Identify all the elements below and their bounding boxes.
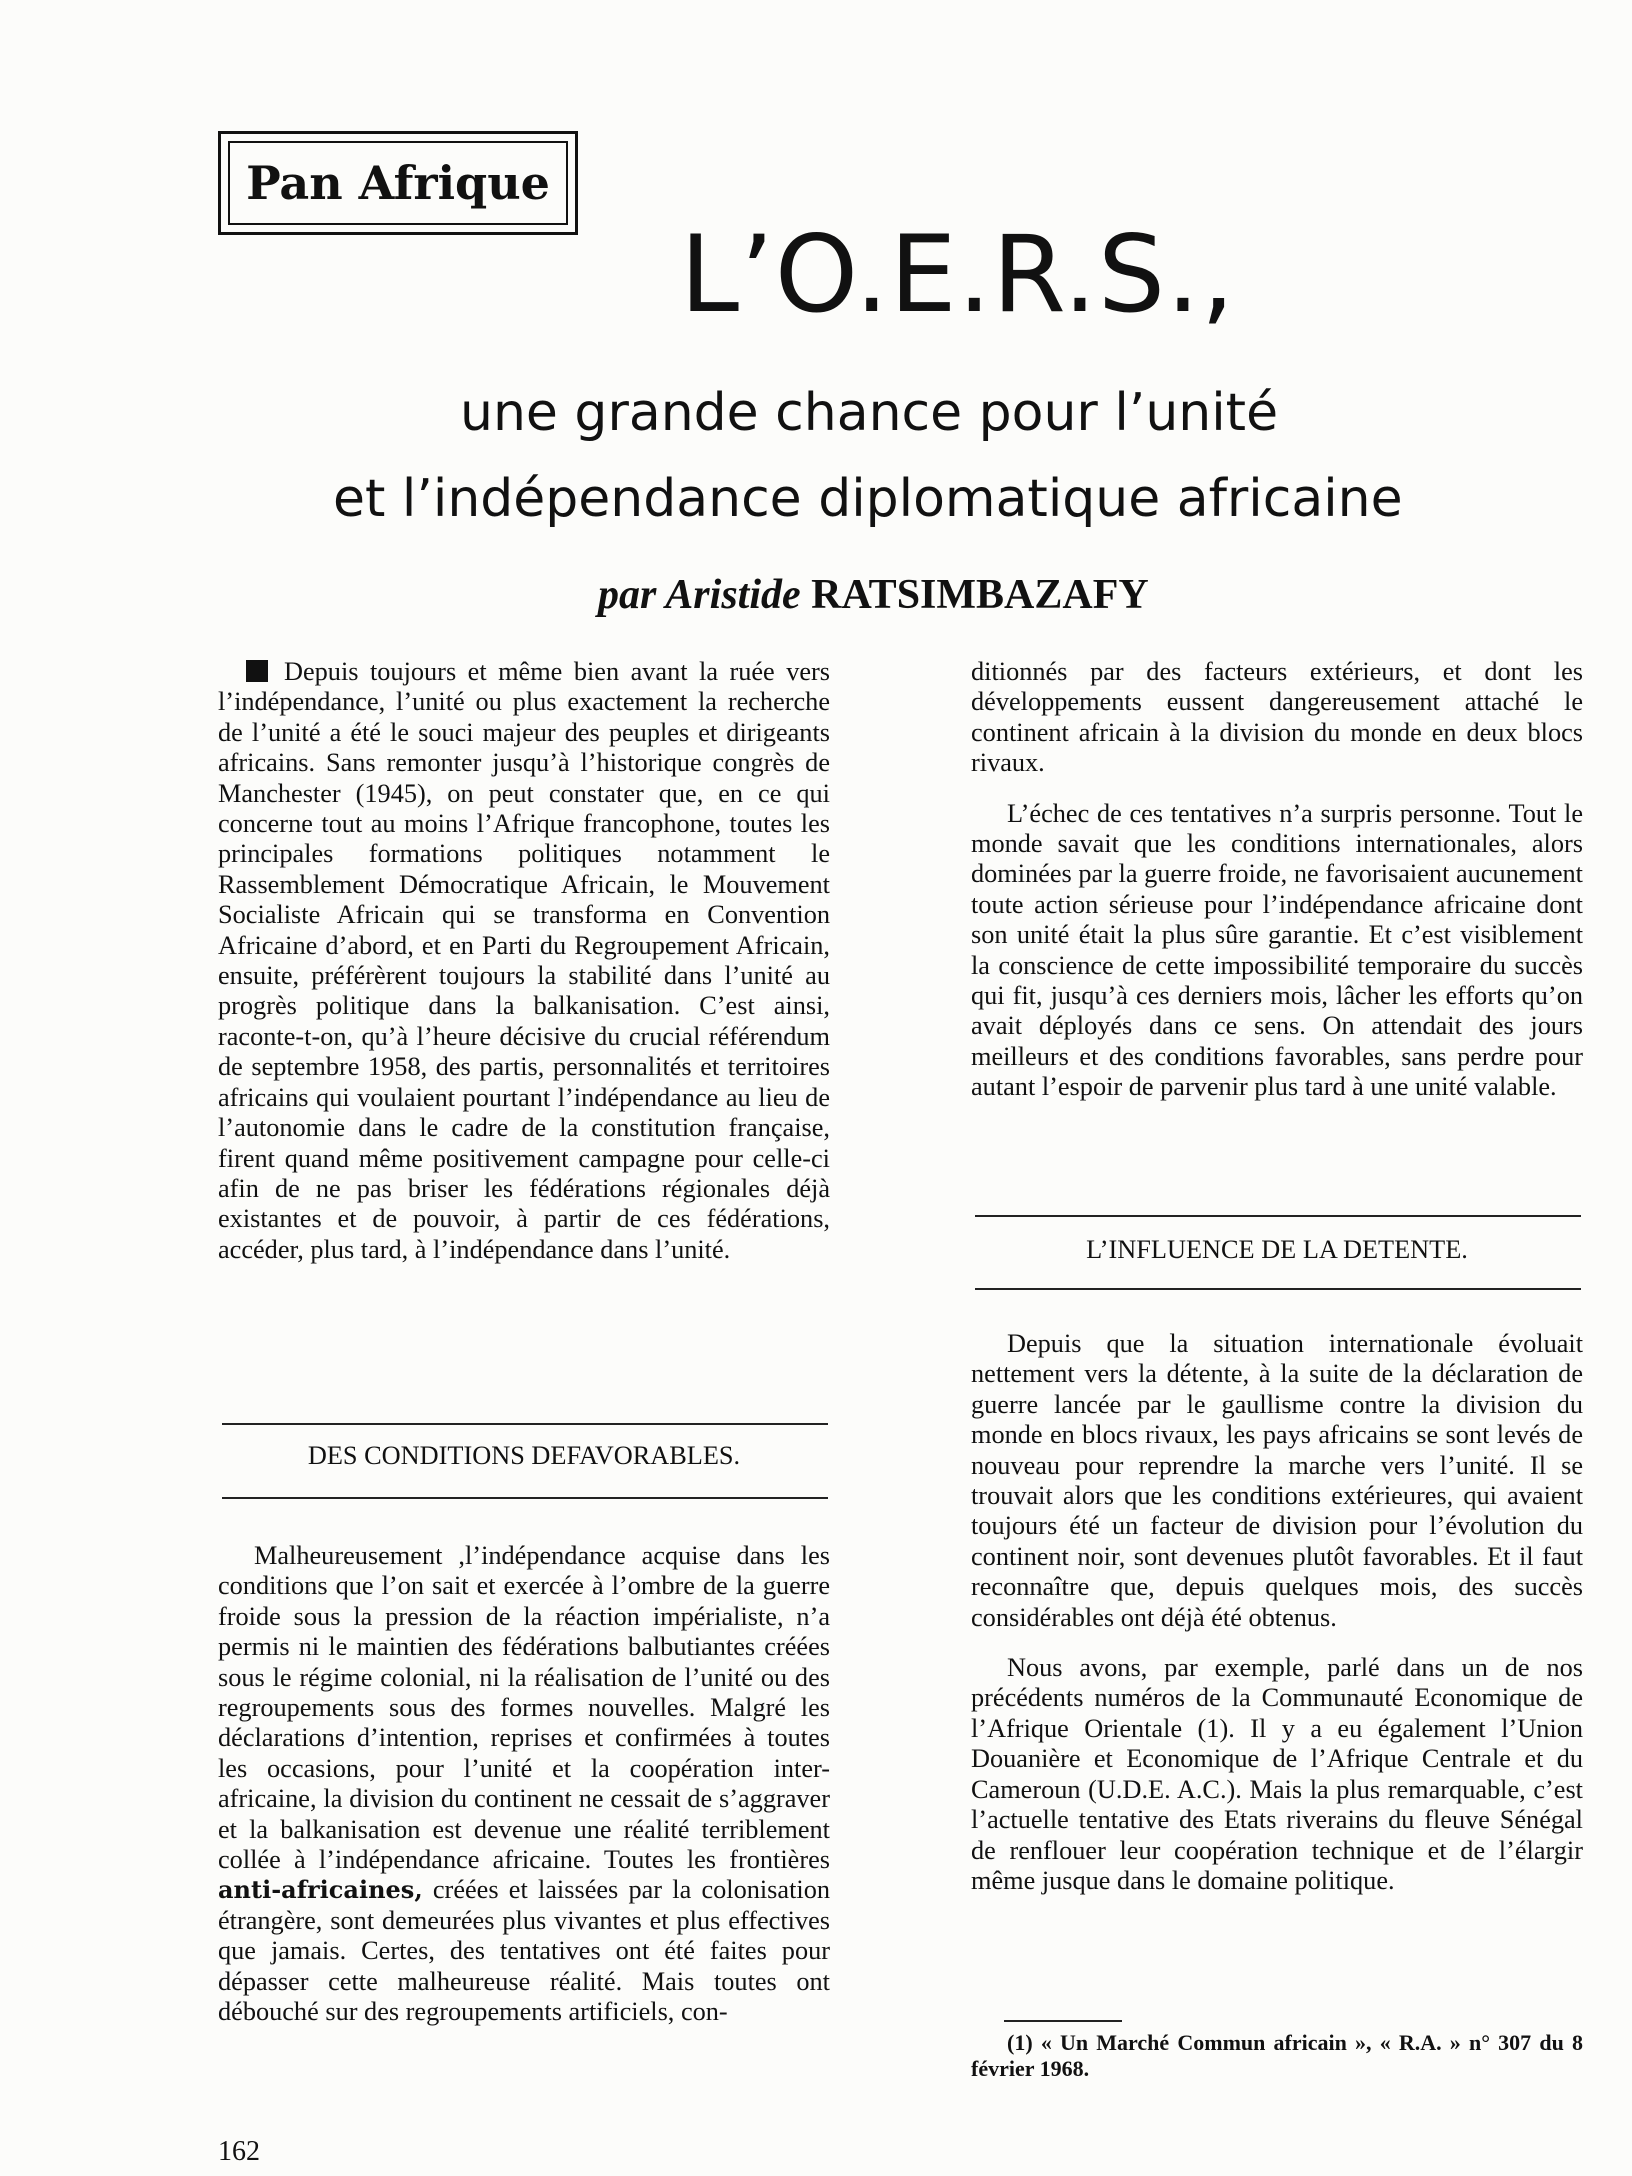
column-1-bottom: [218, 1541, 830, 2028]
section-rule-bottom-2: [975, 1288, 1581, 1290]
paragraph-intro-text: Depuis toujours et même bien avant la ruée vers l’indépendance, l’unité ou plus exactement la recherche de l’unité a été le souci majeur des peuples et dirigeants africains. Sans remonter jusqu’à l’historique congrès de Manchester (1945), on peut constater que, en ce qui concerne tout au moins l’Afrique francophone, toutes les principales formations politiques notamment le Rassemblement Démocratique Africain, le Mouvement Socialiste Africain qui se transforma en Convention Africaine d’abord, et en Parti du Regroupement Africain, ensuite, préférèrent toujours la stabilité dans l’unité au progrès politique dans la balkanisation. C’est ainsi, raconte-t-on, qu’à l’heure décisive du crucial référendum de septembre 1958, des partis, personnalités et territoires africains qui voulaient pourtant l’indépendance au lieu de l’autonomie dans le cadre de la constitution française, firent quand même positivement campagne pour celle-ci afin de ne pas briser les fédérations régionales déjà existantes et de pouvoir, à partir de ces fédérations, accéder, plus tard, à l’indépendance dans l’unité.: [218, 657, 830, 1264]
bold-phrase: anti-africaines,: [218, 1875, 423, 1905]
square-bullet-icon: [246, 660, 268, 682]
page-number: 162: [218, 2136, 260, 2167]
paragraph-text-start: Malheureusement ,l’indépendance acquise dans les conditions que l’on sait et exercée à l’ombre de la guerre froide sous la pression de la réaction impérialiste, n’a permis ni le maintien des fédérations balbutiantes créées sous le régime colonial, ni la réalisation de l’unité ou des regroupements sous des formes nouvelles. Malgré les déclarations d’intention, reprises et confirmées à toutes les occasions, pour l’unité et la coopération inter-africaine, la division du continent ne cessait de s’aggraver et la balkanisation est devenue une réalité terriblement collée à l’indépendance africaine. Toutes les frontières: [218, 1541, 830, 1875]
section-rule-top-2: [975, 1215, 1581, 1217]
byline: [598, 574, 1149, 616]
section-heading-conditions: DES CONDITIONS DEFAVORABLES.: [307, 1441, 741, 1470]
paragraph-text-end: créées et laissées par la colonisation étrangère, sont demeurées plus vivantes et plus effectives que jamais. Certes, des tentatives ont été faites pour dépasser cette malheureuse réalité. Mais toutes ont débouché sur des regroupements artificiels, con-: [218, 1875, 830, 2027]
section-rule-top: [222, 1423, 828, 1425]
footnote: (1) « Un Marché Commun africain », « R.A. » n° 307 du 8 février 1968.: [971, 2030, 1583, 2081]
section-heading-detente: L’INFLUENCE DE LA DETENTE.: [1086, 1235, 1468, 1264]
article-subtitle-line2: et l’indépendance diplomatique africaine: [333, 469, 1403, 529]
article-subtitle-line1: une grande chance pour l’unité: [460, 383, 1279, 443]
article-title: L’O.E.R.S.,: [680, 213, 1236, 336]
byline-prefix: par Aristide: [598, 572, 801, 618]
paragraph-continuation: ditionnés par des facteurs extérieurs, et dont les développements eussent dangereusement attaché le continent africain à la division du monde en deux blocs rivaux.: [971, 657, 1583, 778]
rubric-label: Pan Afrique: [228, 141, 568, 225]
column-2-top: [971, 657, 1583, 1103]
column-1-top: [218, 657, 830, 1265]
footnote-rule: [1004, 2020, 1122, 2022]
paragraph-nous-avons: Nous avons, par exemple, parlé dans un de nos précédents numéros de la Communauté Economique de l’Afrique Orientale (1). Il y a eu également l’Union Douanière et Economique de l’Afrique Centrale et du Cameroun (U.D.E. A.C.). Mais la plus remarquable, c’est l’actuelle tentative des Etats riverains du fleuve Sénégal de renflouer leur coopération technique et de l’élargir même jusque dans le domaine politique.: [971, 1653, 1583, 1895]
paragraph-malheureusement: [218, 1541, 830, 2028]
column-2-bottom: [971, 1329, 1583, 1896]
section-rule-bottom: [222, 1497, 828, 1499]
byline-author: RATSIMBAZAFY: [811, 572, 1149, 618]
paragraph-intro: [218, 657, 830, 1265]
paragraph-depuis: Depuis que la situation internationale évoluait nettement vers la détente, à la suite de la déclaration de guerre lancée par le gaullisme contre la division du monde en blocs rivaux, les pays africains se sont levés de nouveau pour reprendre la marche vers l’unité. Il se trouvait alors que les conditions extérieures, qui avaient toujours été un facteur de division pour l’évolution du continent noir, sont devenues plutôt favorables. Et il faut reconnaître que, depuis quelques mois, des succès considérables ont déjà été obtenus.: [971, 1329, 1583, 1632]
rubric-box: [218, 131, 578, 235]
paragraph-echec: L’échec de ces tentatives n’a surpris personne. Tout le monde savait que les conditions internationales, alors dominées par la guerre froide, ne favorisaient aucunement toute action sérieuse pour l’indépendance africaine dont son unité était la plus sûre garantie. Et c’est visiblement la conscience de cette impossibilité temporaire du succès qui fit, jusqu’à ces derniers mois, lâcher les efforts qu’on avait déployés dans ce sens. On attendait des jours meilleurs et des conditions favorables, sans perdre pour autant l’espoir de parvenir plus tard à une unité valable.: [971, 798, 1583, 1102]
